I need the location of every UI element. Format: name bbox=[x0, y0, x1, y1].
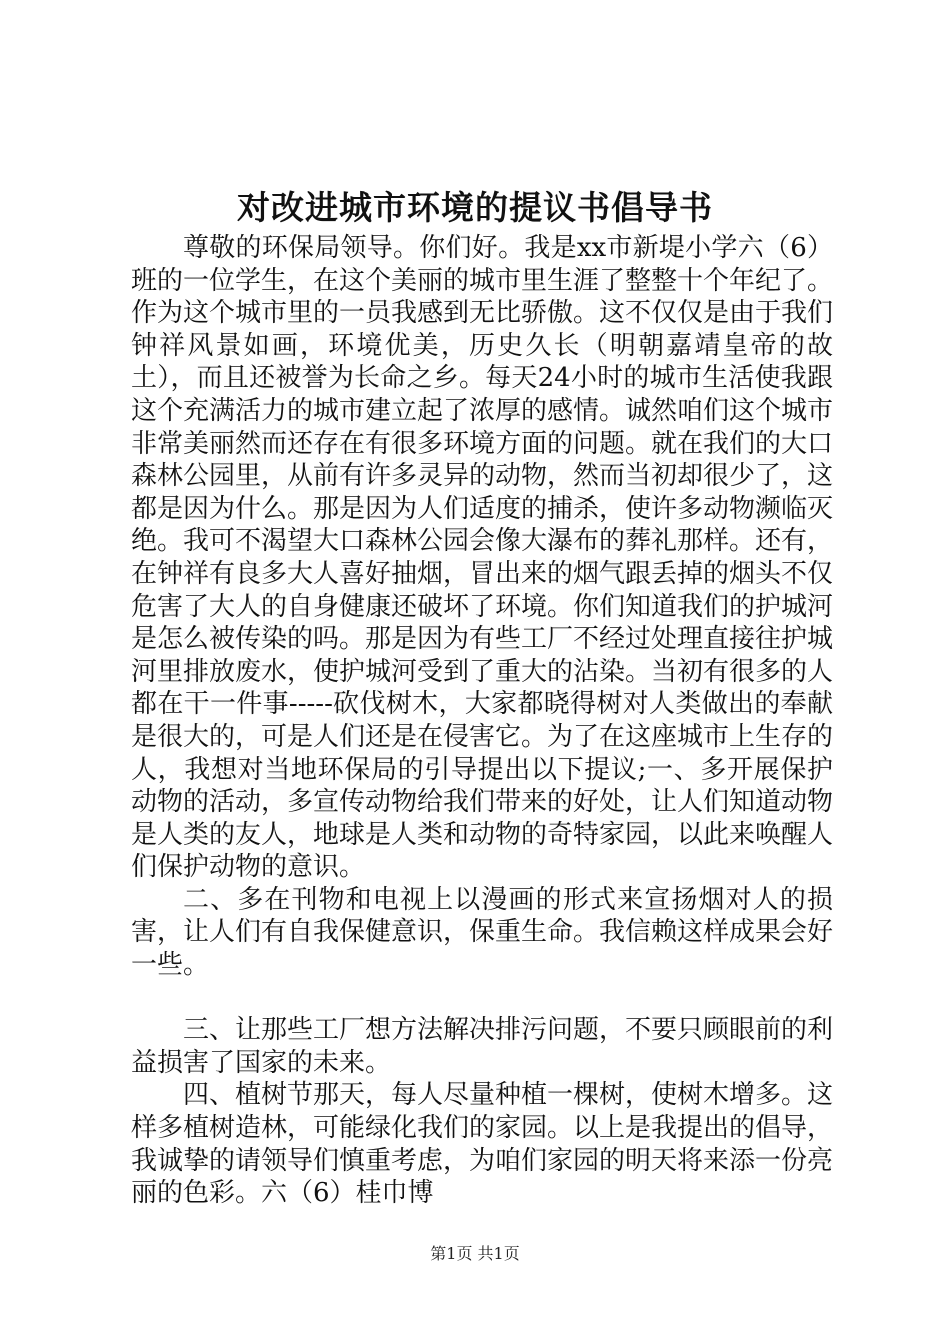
paragraph-proposal-4: 四、植树节那天，每人尽量种植一棵树，使树木增多。这样多植树造林，可能绿化我们的家园。以上是我提出的倡导，我诚挚的请领导们慎重考虑，为咱们家园的明天将来添一份亮丽的色彩。六（6）桂巾博 bbox=[131, 1080, 834, 1209]
page-number-footer: 第1页 共1页 bbox=[430, 1244, 520, 1263]
document-body bbox=[131, 232, 833, 1210]
document-title: 对改进城市环境的提议书倡导书 bbox=[237, 188, 713, 227]
paragraph-intro: 尊敬的环保局领导。你们好。我是xx市新堤小学六（6）班的一位学生，在这个美丽的城市里生涯了整整十个年纪了。作为这个城市里的一员我感到无比骄傲。这不仅仅是由于我们钟祥风景如画，环境优美，历史久长（明朝嘉靖皇帝的故土），而且还被誉为长命之乡。每天24小时的城市生活使我跟这个充满活力的城市建立起了浓厚的感情。诚然咱们这个城市非常美丽然而还存在有很多环境方面的问题。就在我们的大口森林公园里，从前有许多灵异的动物，然而当初却很少了，这都是因为什么。那是因为人们适度的捕杀，使许多动物濒临灭绝。我可不渴望大口森林公园会像大瀑布的葬礼那样。还有，在钟祥有良多大人喜好抽烟，冒出来的烟气跟丢掉的烟头不仅危害了大人的自身健康还破坏了环境。你们知道我们的护城河是怎么被传染的吗。那是因为有些工厂不经过处理直接往护城河里排放废水，使护城河受到了重大的沾染。当初有很多的人都在干一件事-----砍伐树木，大家都晓得树对人类做出的奉献是很大的，可是人们还是在侵害它。为了在这座城市上生存的人，我想对当地环保局的引导提出以下提议;一、多开展保护动物的活动，多宣传动物给我们带来的好处，让人们知道动物是人类的友人，地球是人类和动物的奇特家园，以此来唤醒人们保护动物的意识。 bbox=[131, 233, 834, 883]
paragraph-proposal-2: 二、多在刊物和电视上以漫画的形式来宣扬烟对人的损害，让人们有自我保健意识，保重生命。我信赖这样成果会好一些。 bbox=[131, 884, 834, 981]
paragraph-proposal-3: 三、让那些工厂想方法解决排污问题，不要只顾眼前的利益损害了国家的未来。 bbox=[131, 1015, 834, 1078]
